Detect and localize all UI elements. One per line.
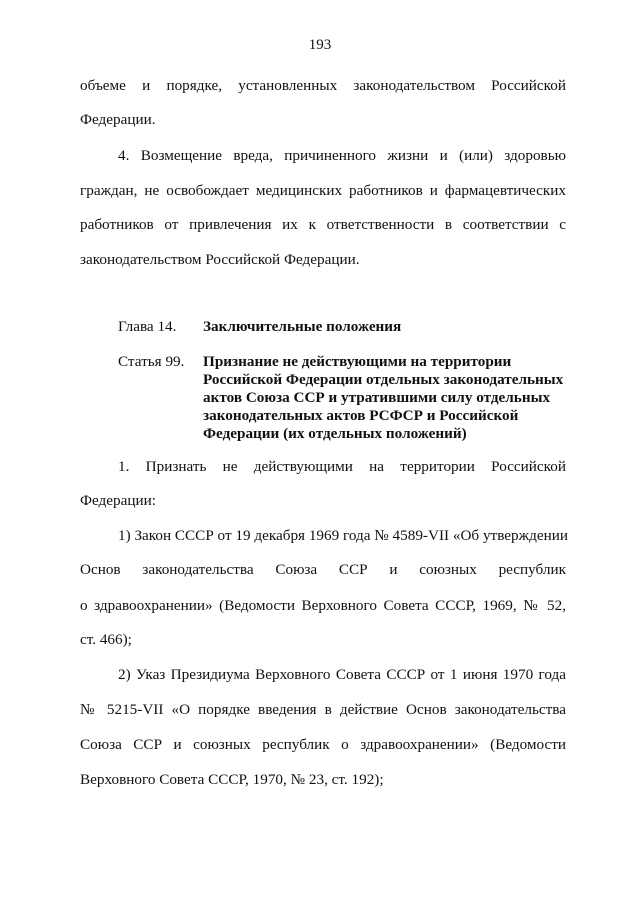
article-title-line: законодательных актов РСФСР и Российской <box>203 407 519 424</box>
body-line: объеме и порядке, установленных законодательством Российской <box>80 77 566 94</box>
article-label: Статья 99. <box>118 353 185 370</box>
article-title-line: Российской Федерации отдельных законодательных <box>203 371 564 388</box>
body-line: Верховного Совета СССР, 1970, № 23, ст. 192); <box>80 771 384 788</box>
page-number: 193 <box>308 37 332 53</box>
body-line: Федерации. <box>80 111 156 128</box>
chapter-label: Глава 14. <box>118 318 177 335</box>
chapter-title: Заключительные положения <box>203 318 402 335</box>
body-line: 4. Возмещение вреда, причиненного жизни и (или) здоровью <box>118 147 566 164</box>
article-title-line: Признание не действующими на территории <box>203 353 512 370</box>
body-line: ст. 466); <box>80 631 132 648</box>
body-line: 1. Признать не действующими на территории Российской <box>118 458 566 475</box>
article-title <box>203 353 566 443</box>
body-line: 2) Указ Президиума Верховного Совета СССР от 1 июня 1970 года <box>118 666 566 683</box>
body-line: 1) Закон СССР от 19 декабря 1969 года № 4589-VII «Об утверждении <box>118 527 568 544</box>
body-line: Основ законодательства Союза ССР и союзных республик <box>80 561 566 578</box>
article-title-line: Федерации (их отдельных положений) <box>203 425 467 442</box>
body-line: граждан, не освобождает медицинских работников и фармацевтических <box>80 182 566 199</box>
body-line: работников от привлечения их к ответственности в соответствии с <box>80 216 566 233</box>
body-line: Федерации: <box>80 492 156 509</box>
body-line: законодательством Российской Федерации. <box>80 251 360 268</box>
body-line: о здравоохранении» (Ведомости Верховного Совета СССР, 1969, № 52, <box>80 597 566 614</box>
body-line: Союза ССР и союзных республик о здравоохранении» (Ведомости <box>80 736 566 753</box>
body-line: № 5215-VII «О порядке введения в действие Основ законодательства <box>80 701 566 718</box>
article-title-line: актов Союза ССР и утратившими силу отдельных <box>203 389 551 406</box>
